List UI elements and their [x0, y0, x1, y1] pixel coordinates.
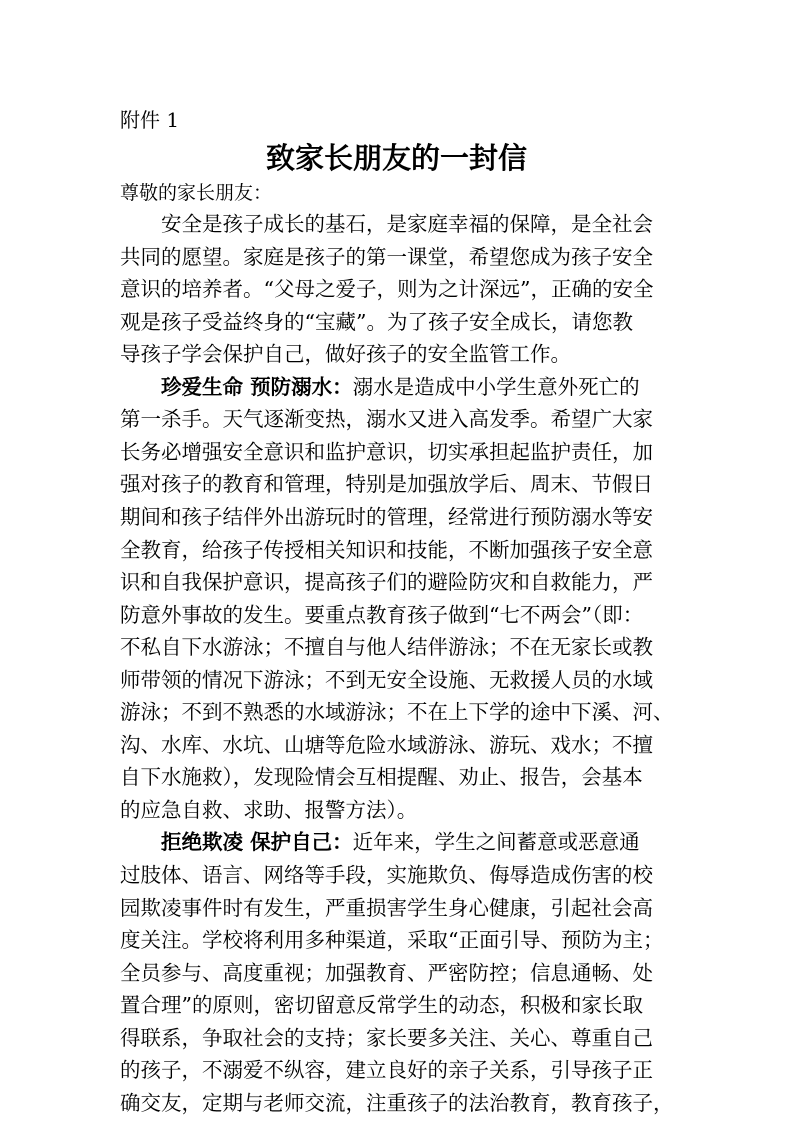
body-line: [120, 957, 673, 989]
line-text: 强对孩子的教育和管理，特别是加强放学后、周末、节假日: [120, 472, 653, 497]
letter-title: 致家长朋友的一封信: [265, 141, 527, 175]
body-line: [120, 696, 673, 728]
line-text: 观是孩子受益终身的“宝藏”。为了孩子安全成长，请您教: [120, 309, 633, 334]
line-text: 识和自我保护意识，提高孩子们的避险防灾和自救能力，严: [120, 570, 653, 594]
body-line: [120, 1087, 673, 1119]
line-text: 的应急自救、求助、报警方法）。: [120, 797, 418, 822]
body-line: [120, 1054, 673, 1086]
line-text: 师带领的情况下游泳；不到无安全设施、无救援人员的水域: [120, 667, 653, 692]
body-line: [120, 664, 673, 696]
body-line: [120, 241, 673, 273]
body-line: [120, 534, 673, 566]
line-text: 共同的愿望。家庭是孩子的第一课堂，希望您成为孩子安全: [120, 244, 653, 269]
body-line: [120, 273, 673, 305]
body-line: [120, 761, 673, 793]
line-text: 度关注。学校将利用多种渠道，采取“正面引导、预防为主；: [120, 928, 664, 953]
line-text: 沟、水库、水坑、山塘等危险水域游泳、游玩、戏水；不擅: [120, 732, 653, 757]
body-line: [120, 729, 673, 761]
line-text: 全教育，给孩子传授相关知识和技能，不断加强孩子安全意: [120, 537, 653, 562]
body-line: [120, 794, 673, 826]
body-line: [120, 403, 673, 435]
body-line: [120, 631, 673, 663]
line-text: 确交友，定期与老师交流，注重孩子的法治教育，教育孩子，: [120, 1090, 673, 1115]
line-text: 长务必增强安全意识和监护意识，切实承担起监护责任，加: [120, 439, 653, 464]
line-text: 置合理”的原则，密切留意反常学生的动态，积极和家长取: [120, 993, 643, 1018]
body-line: [120, 208, 673, 240]
line-text: 得联系，争取社会的支持；家长要多关注、关心、尊重自己: [120, 1025, 653, 1050]
attachment-label: 附件 1: [120, 108, 180, 132]
line-text: 溺水是造成中小学生意外死亡的: [352, 374, 640, 399]
line-text: 自下水施救），发现险情会互相提醒、劝止、报告，会基本: [120, 765, 643, 790]
salutation: 尊敬的家长朋友：: [120, 182, 273, 204]
line-text: 近年来，学生之间蓄意或恶意通: [352, 830, 640, 855]
line-text: 过肢体、语言、网络等手段，实施欺负、侮辱造成伤害的校: [120, 863, 653, 887]
body-line: [120, 859, 673, 891]
body-line: [120, 306, 673, 338]
body-line: [120, 501, 673, 533]
line-text: 期间和孩子结伴外出游玩时的管理，经常进行预防溺水等安: [120, 504, 653, 529]
line-text: 第一杀手。天气逐渐变热，溺水又进入高发季。希望广大家: [120, 407, 653, 432]
body-line: [120, 989, 673, 1021]
line-text: 防意外事故的发生。要重点教育孩子做到“七不两会”（即：: [120, 602, 644, 627]
line-text: 园欺凌事件时有发生，严重损害学生身心健康，引起社会高: [120, 895, 653, 920]
line-text: 游泳；不到不熟悉的水域游泳；不在上下学的途中下溪、河、: [120, 700, 673, 725]
body-line: [120, 468, 673, 500]
line-text: 意识的培养者。“父母之爱子，则为之计深远”，正确的安全: [120, 277, 654, 302]
body-line: [120, 599, 673, 631]
line-text: 的孩子，不溺爱不纵容，建立良好的亲子关系，引导孩子正: [120, 1058, 653, 1083]
body-line: [120, 892, 673, 924]
body-line: [120, 924, 673, 956]
section-heading: 拒绝欺凌 保护自己：: [161, 830, 353, 855]
line-text: 导孩子学会保护自己，做好孩子的安全监管工作。: [120, 342, 571, 367]
body-line: [120, 566, 673, 598]
body-line: [120, 826, 673, 858]
body-line: [120, 436, 673, 468]
body-line: [120, 371, 673, 403]
body-line: [120, 338, 673, 370]
section-heading: 珍爱生命 预防溺水：: [161, 374, 353, 399]
line-text: 全员参与、高度重视；加强教育、严密防控；信息通畅、处: [120, 960, 653, 985]
line-text: 不私自下水游泳；不擅自与他人结伴游泳；不在无家长或教: [120, 635, 653, 660]
body-line: [120, 1022, 673, 1054]
line-text: 安全是孩子成长的基石，是家庭幸福的保障，是全社会: [161, 212, 653, 236]
